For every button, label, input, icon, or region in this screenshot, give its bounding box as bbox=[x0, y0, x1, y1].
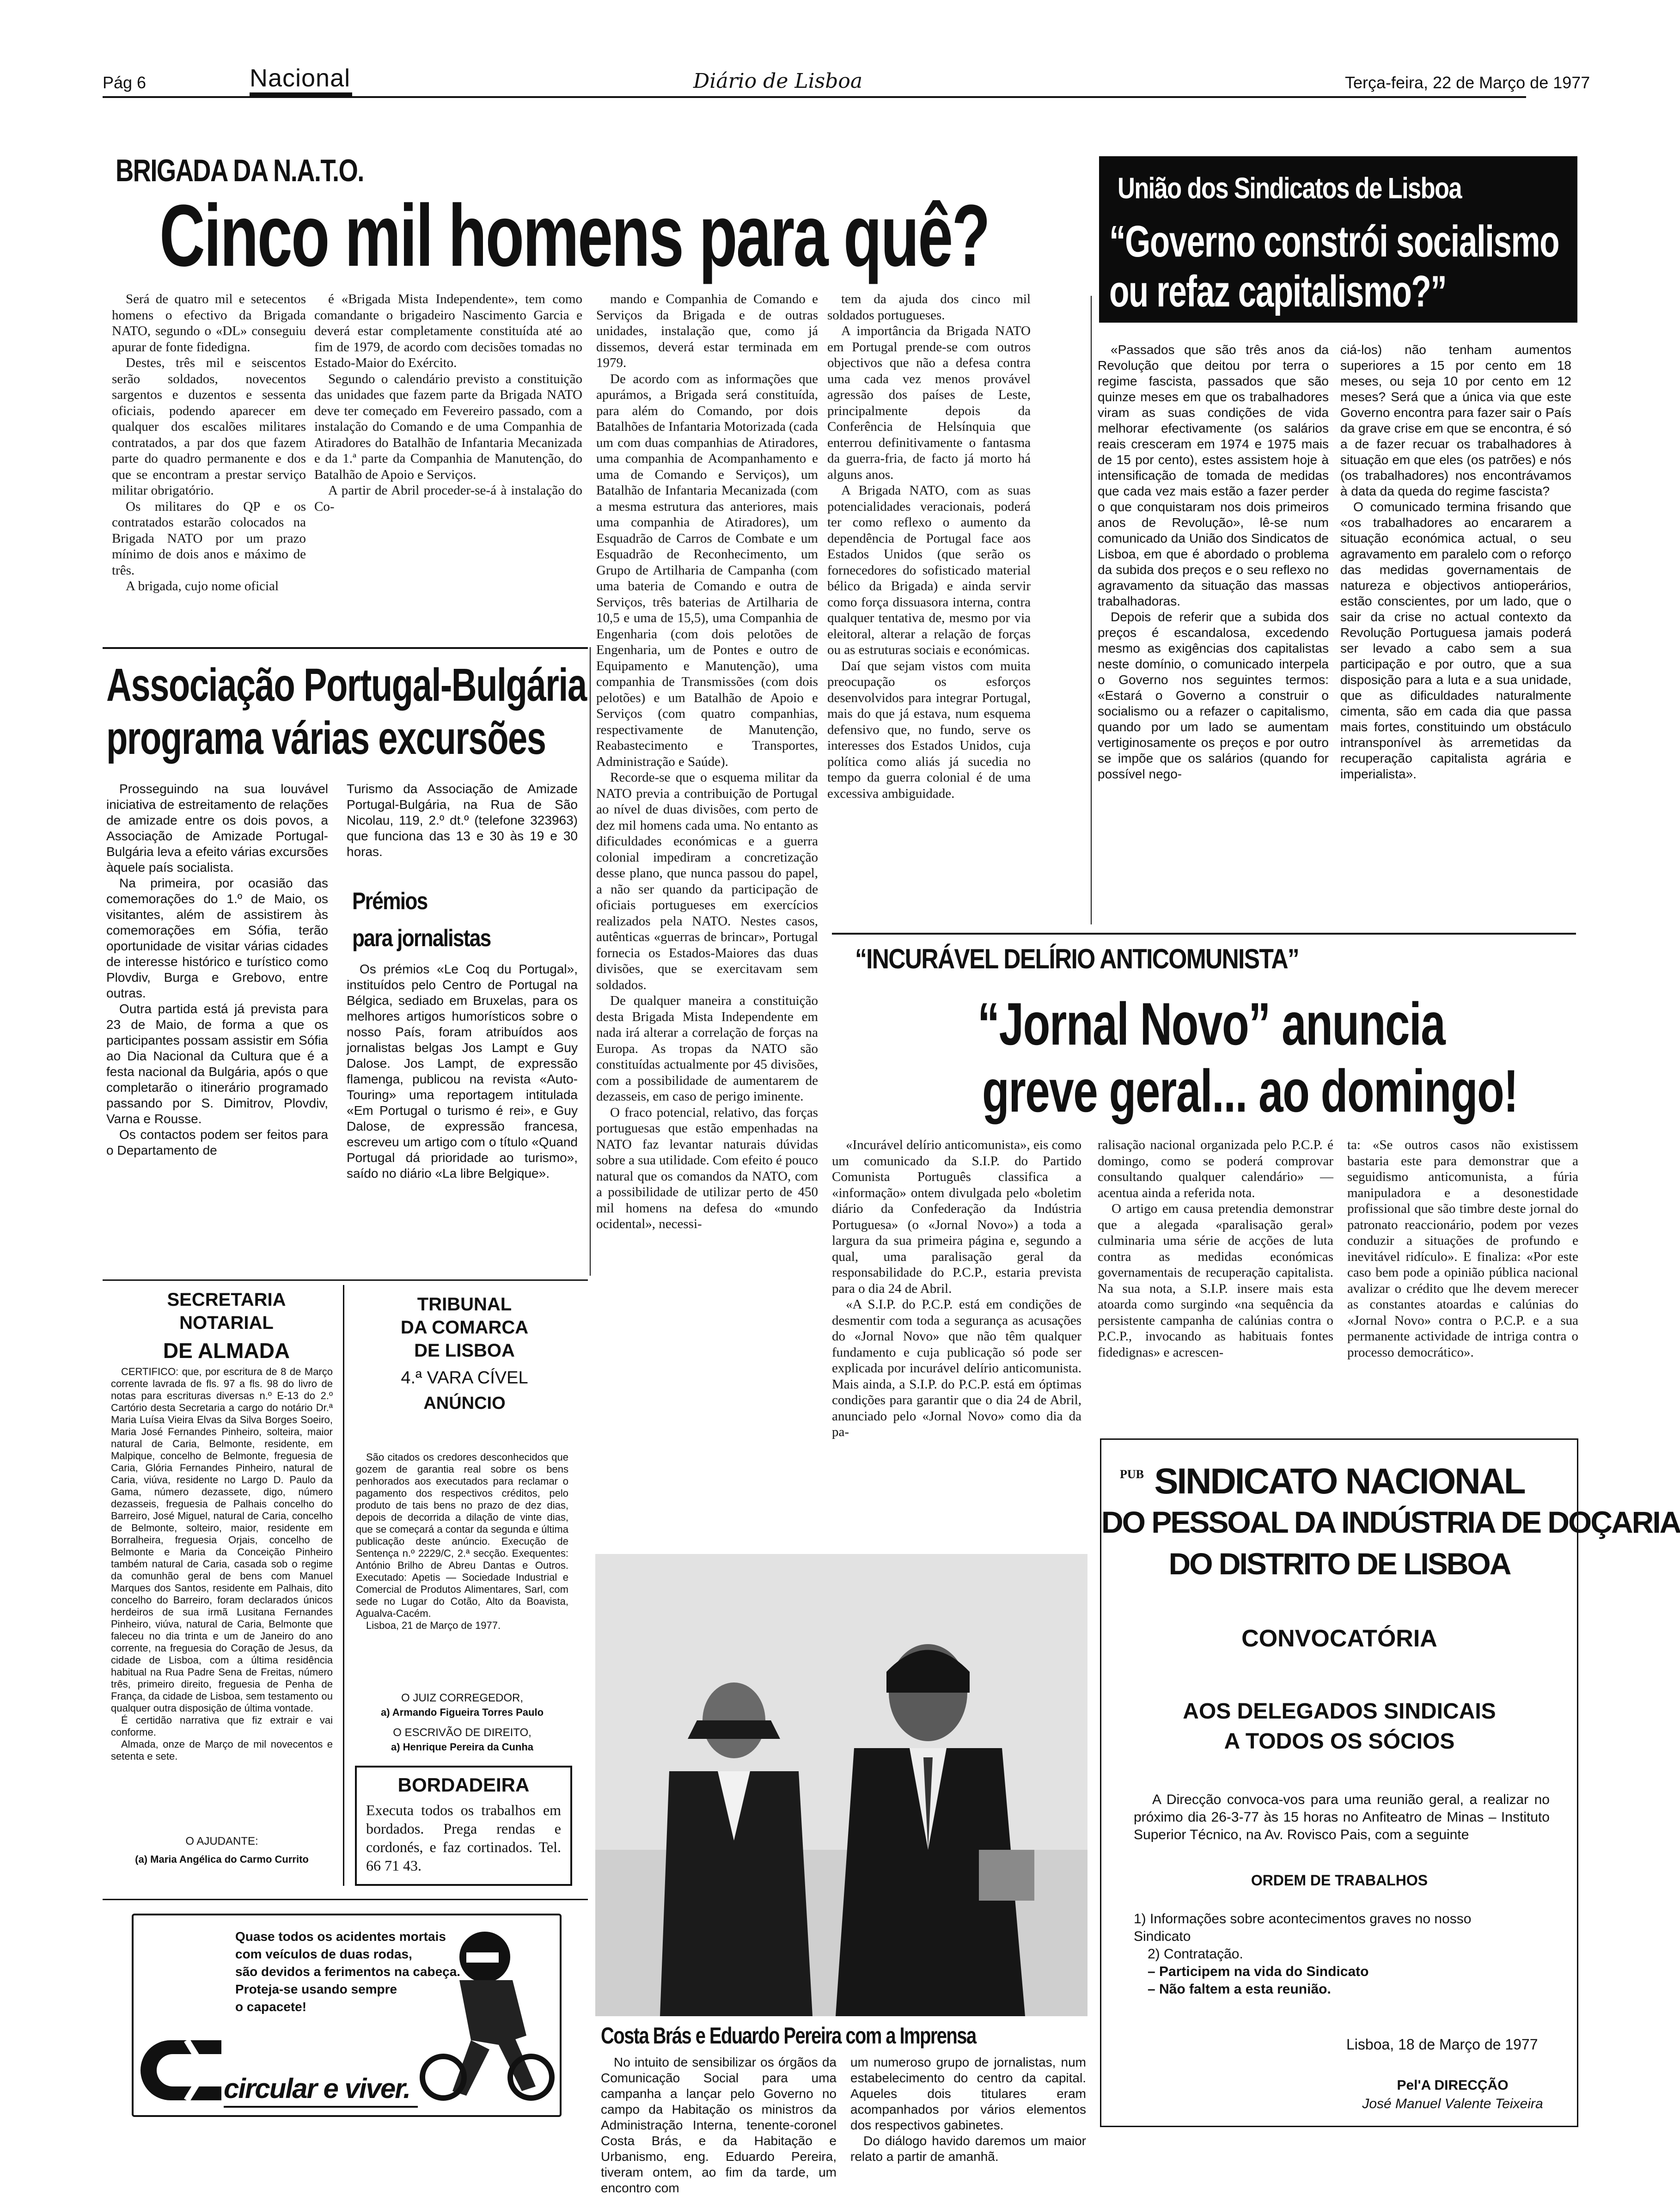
col-rule-right bbox=[1091, 296, 1092, 924]
bulgaria-col-1: Prosseguindo na sua louvável iniciativa de estreitamento de relações de amizade entre os dois povos, a Associação de Amizade Portugal-Bulgária leva a efeito várias excursões àquele país socialista. Na primeira, por ocasião das comemorações do 1.º de Maio, os visitantes, além de assistirem às comemorações em Sófia, terão oportunidade de visitar várias cidades de interesse histórico e turístico como Plovdiv, Burga e Grebovo, entre outras. Outra partida está já prevista para 23 de Maio, de forma a que os participantes possam assistir em Sófia ao Dia Nacional da Cultura que é a festa nacional da Bulgária, após o que completarão o itinerário programado passando por S. Dimitrov, Plovdiv, Varna e Rousse. Os contactos podem ser feitos para o Departamento de bbox=[106, 782, 328, 1157]
docaria-body: A Direcção convoca-vos para uma reunião geral, a realizar no próximo dia 26-3-77 às 15 horas no Anfiteatro de Minas – Instituto Superior Técnico, na Av. Rovisco Pais, com a seguinte bbox=[1134, 1792, 1550, 1842]
legal-top-rule bbox=[103, 1279, 588, 1281]
tribunal-title-1: TRIBUNAL bbox=[417, 1294, 512, 1315]
issue-date: Terça-feira, 22 de Março de 1977 bbox=[1345, 73, 1590, 92]
bulgaria-headline-2: programa várias excursões bbox=[106, 712, 546, 764]
nato-col-4: tem da ajuda dos cinco mil soldados portugueses. A importância da Brigada NATO em Portugal prende-se com outros objectivos que não a defesa contra uma cada vez menos provável agressão dos países de Leste, principalmente depois da Conferência de Helsínquia que enterrou definitivamente o fantasma da guerra-fria, de facto já morto há alguns anos. A Brigada NATO, com as suas potencialidades veracionais, poderá ter como reflexo o aumento da dependência de Portugal face aos Estados Unidos (que serão os fornecedores do sofisticado material bélico da Brigada) e ainda servir como força dissuasora interna, contra qualquer tentativa de, mesmo por via eleitoral, alterar a relação de forças ou as estruturas sociais e económicas. Daí que sejam vistos com muita preocupação os esforços desenvolvidos para integrar Portugal, mais do que já estava, num esquema defensivo que, no fundo, serve os interesses dos Estados Unidos, cuja política como aliás já sucedia no tempo da guerra colonial é de uma excessiva ambiguidade. bbox=[827, 292, 1031, 801]
secretaria-signer-name: (a) Maria Angélica do Carmo Currito bbox=[135, 1853, 309, 1865]
col-rule-left bbox=[590, 647, 591, 1276]
circular-logo-icon bbox=[143, 2031, 226, 2110]
bulgaria-headline-1: Associação Portugal-Bulgária bbox=[106, 659, 586, 711]
docaria-title-1: SINDICATO NACIONAL bbox=[1154, 1461, 1525, 1501]
pub-label: PUB bbox=[1120, 1468, 1144, 1481]
docaria-signer-name: José Manuel Valente Teixeira bbox=[1362, 2096, 1543, 2111]
docaria-signer-title: Pel'A DIRECÇÃO bbox=[1397, 2078, 1509, 2093]
circular-slogan: circular e viver. bbox=[224, 2073, 410, 2104]
masthead: Diário de Lisboa bbox=[693, 69, 863, 93]
docaria-item-3: – Participem na vida do Sindicato bbox=[1148, 1964, 1369, 1979]
secretaria-body: CERTIFICO: que, por escritura de 8 de Março corrente lavrada de fls. 97 a fls. 98 do livro de notas para escrituras diversas n.º E-13 do 2.º Cartório desta Secretaria a cargo do notário Dr.ª Maria Luísa Vieira Elvas da Silva Borges Soeiro, Maria José Fernandes Pinheiro, solteira, maior natural de Caria, Belmonte, residente, em Malpique, concelho de Belmonte, freguesia de Caria, Glória Fernandes Pinheiro, natural de Caria, viúva, residente no Largo D. Paulo da Gama, número dezassete, digo, número dezasseis, freguesia de Palhais concelho do Barreiro, José Miguel, natural de Caria, concelho de Belmonte, solteiro, maior, residente em Borralheira, freguesia Orjais, concelho de Belmonte e Maria da Conceição Pinheiro também natural de Caria, casada sob o regime da comunhão geral de bens com Manuel Marques dos Santos, residente em Palhais, dito concelho do Barreiro, foram declarados únicos herdeiros de sua irmã Lusitana Fernandes Pinheiro, viúva, natural de Caria, Belmonte que faleceu no dia trinta e um de Janeiro do ano corrente, na freguesia do Coração de Jesus, da cidade de Lisboa, com a última residência habitual na Rua Padre Sena de Freitas, número três, primeiro direito, freguesia de Penha de França, da cidade de Lisboa, sem testamento ou qualquer outra disposição de última vontade. É certidão narrativa que fiz extrair e vai conforme. Almada, onze de Março de mil novecentos e setenta e sete. bbox=[111, 1366, 333, 1762]
circular-text-1: Quase todos os acidentes mortais bbox=[235, 1929, 446, 1944]
secretaria-signer-title: O AJUDANTE: bbox=[185, 1835, 258, 1847]
jornalnovo-headline-2: greve geral... ao domingo! bbox=[982, 1057, 1518, 1125]
jornalnovo-col-2: ralisação nacional organizada pelo P.C.P. é domingo, como se poderá comprovar consultando qualquer calendário» — acentua ainda a referida nota. O artigo em causa pretendia demonstrar que a alegada «paralisação geral» culminaria uma série de acções de luta contra as medidas económicas governamentais de recuperação capitalista. Na sua nota, a S.I.P. insere mais esta atoarda como surgindo «na sequência da persistente campanha de calúnias contra o P.C.P., invocando as habituais fontes fidedignas» e acrescen- bbox=[1098, 1138, 1333, 1360]
circular-text-3: são devidos a ferimentos na cabeça. bbox=[235, 1964, 461, 1979]
sindicatos-kicker: União dos Sindicatos de Lisboa bbox=[1118, 171, 1461, 205]
jornalnovo-headline-1: “Jornal Novo” anuncia bbox=[977, 990, 1445, 1058]
sindicatos-headline-1: “Governo constrói socialismo bbox=[1109, 217, 1559, 266]
tribunal-body: São citados os credores desconhecidos que gozem de garantia real sobre os bens penhorados aos executados para reclamar o pagamento dos respectivos créditos, pelo produto de tais bens no prazo de dez dias, depois de decorrida a dilação de vinte dias, que se começará a contar da segunda e última publicação deste anúncio. Execução de Sentença n.º 2229/C, 2.ª secção. Exequentes: António Brilho de Abreu Dantas e Outros. Executado: Apetis — Sociedade Industrial e Comercial de Produtos Alimentares, Sarl, com sede no Lugar do Cotão, Alto da Boavista, Agualva-Cacém. Lisboa, 21 de Março de 1977. bbox=[356, 1451, 568, 1631]
docaria-ad-box bbox=[1100, 1438, 1680, 2127]
tribunal-clerk-name: a) Henrique Pereira da Cunha bbox=[391, 1741, 534, 1753]
photo-caption: Costa Brás e Eduardo Pereira com a Imprensa bbox=[601, 2023, 976, 2049]
photo-col-2: um numeroso grupo de jornalistas, num estabelecimento do centro da capital. Aqueles dois titulares eram acompanhados por vários elementos dos respectivos gabinetes. Do diálogo havido daremos um maior relato a partir de amanhã. bbox=[850, 2055, 1086, 2164]
bordadeira-title: BORDADEIRA bbox=[397, 1774, 530, 1796]
secretaria-title-2: NOTARIAL bbox=[179, 1313, 274, 1333]
circular-text-5: o capacete! bbox=[235, 2000, 307, 2014]
sindicatos-headline-box bbox=[1099, 156, 1577, 323]
jornalnovo-kicker: “INCURÁVEL DELÍRIO ANTICOMUNISTA” bbox=[855, 943, 1299, 974]
bulgaria-top-rule bbox=[103, 647, 588, 649]
nato-kicker: BRIGADA DA N.A.T.O. bbox=[116, 153, 364, 188]
premios-body: Os prémios «Le Coq du Portugal», instituídos pelo Centro de Portugal na Bélgica, sediado em Bruxelas, para os melhores artigos humorísticos sobre o nosso País, foram atribuídos aos jornalistas belgas Jos Lampt e Guy Dalose. Jos Lampt, de expressão flamenga, publicou na revista «Auto-Touring» uma reportagem intitulada «Em Portugal o turismo é rei», e Guy Dalose, de expressão francesa, escreveu um artigo com o título «Quand Portugal dá prioridade ao turismo», saído no diário «La libre Belgique». bbox=[347, 962, 578, 1181]
motorcyclist-icon bbox=[415, 1925, 554, 2110]
docaria-date: Lisboa, 18 de Março de 1977 bbox=[1346, 2036, 1538, 2053]
tribunal-vara: 4.ª VARA CÍVEL bbox=[401, 1368, 528, 1388]
photo-figures bbox=[595, 1554, 1087, 2016]
secretaria-title-1: SECRETARIA bbox=[167, 1290, 286, 1310]
nato-col-1: Será de quatro mil e setecentos homens o efectivo da Brigada NATO, segundo o «DL» conseguiu apurar de fonte fidedigna. Destes, três mil e seiscentos serão soldados, novecentos sargentos e duzentos e sessenta oficiais, podendo aparecer em qualquer dos escalões militares contratados, a par dos que fazem parte do quadro permanente e dos que se encontram a prestar serviço militar obrigatório. Os militares do QP e os contratados estarão colocados na Brigada NATO por um prazo mínimo de dois anos e máximo de três. A brigada, cujo nome oficial bbox=[112, 292, 306, 593]
tribunal-judge-title: O JUIZ CORREGEDOR, bbox=[401, 1692, 523, 1704]
ad-top-rule bbox=[103, 1899, 588, 1900]
page-number: Pág 6 bbox=[103, 73, 147, 92]
sindicatos-headline-2: ou refaz capitalismo?” bbox=[1109, 267, 1447, 316]
section-underline bbox=[250, 92, 352, 97]
sindicatos-col-2: ciá-los) não tenham aumentos superiores a 15 por cento em 18 meses, ou seja 10 por cento em 12 meses? Será que a única via que este Governo encontra para fazer sair o País da grave crise em que se encontra, é só a de fazer recuar os trabalhadores à situação em que eles (os patrões) e nós (os trabalhadores) nos encontrávamos à data da queda do regime fascista? O comunicado termina frisando que «os trabalhadores ao encararem a situação económica actual, o seu agravamento em paralelo com o reforço das medidas governamentais de natureza e objectivos antioperários, estão conscientes, por um lado, que o sair da crise no actual contexto da Revolução Portuguesa jamais poderá ser levado a cabo sem a sua participação e por outro, que a sua disposição para a luta e a sua unidade, que as dificuldades naturalmente cimenta, são em cada dia que passa mais fortes, constituindo um obstáculo intransponível às arremetidas da recuperação capitalista agrária e imperialista». bbox=[1340, 343, 1571, 781]
slogan-underline bbox=[224, 2106, 418, 2108]
nato-col-3: mando e Companhia de Comando e Serviços da Brigada e de outras unidades, instalação que, como já dissemos, deverá estar terminada em 1979. De acordo com as informações que apurámos, a Brigada será constituída, para além do Comando, por dois Batalhões de Infantaria Motorizada (cada um com duas companhias de Atiradores, uma companhia de Acompanhamento e uma de Comando e Serviços), um Batalhão de Infantaria Mecanizada (com a mesma estrutura das anteriores, mais uma companhia de Atiradores), um Esquadrão de Carros de Combate e um Esquadrão de Reconhecimento, um Grupo de Artilharia de Campanha (com uma bateria de Comando e outra de Serviços, três baterias de Artilharia de 10,5 e uma de 15,5), uma Companhia de Engenharia (com dois pelotões de Engenharia, um de Pontes e outro de Equipamento e Manutenção), uma companhia de Transmissões (com dois pelotões) e um Batalhão de Apoio e Serviços (com quatro companhias, respectivamente de Manutenção, Reabastecimento e Transportes, Administração e Saúde). Recorde-se que o esquema militar da NATO previa a contribuição de Portugal ao nível de duas divisões, com perto de dez mil homens cada uma. No entanto as dificuldades económicas e a guerra colonial impediram a concretização desse plano, que nunca passou do papel, a não ser quando da participação de oficiais portugueses em exercícios realizados pela NATO. Nestes casos, autênticas «guerras de brincar», Portugal fornecia os Estados-Maiores das duas divisões, que se exercitavam sem soldados. De qualquer maneira a constituição desta Brigada Mista Independente em nada irá alterar a correlação de forças na Europa. As tropas da NATO são constituídas actualmente por 45 divisões, com a possibilidade de aumentarem de dezasseis, em caso de perigo iminente. O fraco potencial, relativo, das forças portuguesas que estão empenhadas na NATO faz levantar naturais dúvidas sobre a sua utilidade. Com efeito é pouco natural que os comandos da NATO, com a possibilidade de utilizar perto de 450 mil homens na defesa do «mundo ocidental», necessi- bbox=[596, 292, 818, 1231]
docaria-item-1a: 1) Informações sobre acontecimentos graves no nosso bbox=[1134, 1911, 1472, 1927]
tribunal-judge-name: a) Armando Figueira Torres Paulo bbox=[380, 1707, 544, 1718]
tribunal-title-2: DA COMARCA bbox=[400, 1317, 529, 1338]
docaria-sub-1: AOS DELEGADOS SINDICAIS bbox=[1183, 1699, 1496, 1724]
circular-text-2: com veículos de duas rodas, bbox=[235, 1947, 412, 1961]
circular-ad-box bbox=[132, 1914, 562, 2117]
jornalnovo-top-rule bbox=[832, 933, 1576, 935]
circular-text-4: Proteja-se usando sempre bbox=[235, 1982, 397, 1996]
section-name: Nacional bbox=[250, 64, 351, 92]
bordadeira-box bbox=[355, 1766, 572, 1886]
tribunal-title-3: DE LISBOA bbox=[414, 1340, 515, 1361]
docaria-convocatoria: CONVOCATÓRIA bbox=[1241, 1625, 1437, 1652]
premios-title-1: Prémios bbox=[352, 888, 428, 915]
bulgaria-col-2: Turismo da Associação de Amizade Portugal-Bulgária, na Rua de São Nicolau, 119, 2.º dt.º (telefone 323963) que funciona das 13 e 30 às 19 e 30 horas. bbox=[347, 782, 578, 859]
nato-col-2: é «Brigada Mista Independente», tem como comandante o brigadeiro Nascimento Garcia e deverá estar completamente constituída até ao fim de 1979, de acordo com decisões tomadas no Estado-Maior do Exército. Segundo o calendário previsto a constituição das unidades que fazem parte da Brigada NATO deve ter começado em Fevereiro passado, com a instalação do Comando e de uma Companhia de Atiradores do Batalhão de Infantaria Mecanizada e da 1.ª parte da Companhia de Manutenção, do Batalhão de Apoio e Serviços. A partir de Abril proceder-se-á à instalação do Co- bbox=[314, 292, 582, 514]
docaria-item-1b: Sindicato bbox=[1134, 1929, 1191, 1944]
docaria-item-4: – Não faltem a esta reunião. bbox=[1148, 1982, 1331, 1997]
docaria-ordem: ORDEM DE TRABALHOS bbox=[1251, 1872, 1428, 1889]
docaria-title-2: DO PESSOAL DA INDÚSTRIA DE DOÇARIA bbox=[1101, 1505, 1680, 1539]
secretaria-title-3: DE ALMADA bbox=[163, 1339, 290, 1363]
bordadeira-body: Executa todos os trabalhos em bordados. Prega rendas e cordonés, e faz cortinados. Tel. 66 71 43. bbox=[366, 1802, 561, 1874]
sindicatos-col-1: «Passados que são três anos da Revolução que deitou por terra o regime fascista, passados que são quinze meses em que os trabalhadores viram as suas condições de vida melhorar efectivamente (os salários reais cresceram em 1974 e 1975 mais de 15 por cento), estes assistem hoje à intensificação de tomada de medidas que cada vez mais estão a fazer perder o que conquistaram nos dois primeiros anos de Revolução», lê-se num comunicado da União dos Sindicatos de Lisboa, em que é abordado o problema da subida dos preços e o seu reflexo no agravamento da situação das massas trabalhadoras. Depois de referir que a subida dos preços é escandalosa, excedendo mesmo as exigências dos capitalistas neste domínio, o comunicado interpela o Governo nos seguintes termos: «Estará o Governo a construir o socialismo ou a refazer o capitalismo, quando por um lado se aumentam vertiginosamente os preços e por outro se impõe que os salários (quando for possível nego- bbox=[1098, 343, 1329, 781]
jornalnovo-col-3: ta: «Se outros casos não existissem bastaria este para demonstrar que a seguidismo anticomunista, a fúria manipuladora e a desonestidade profissional que são timbre deste jornal do patronato reaccionário, podem por vezes conduzir a situações de profundo e inevitável ridículo». E finaliza: «Por este caso bem pode a opinião pública nacional avalizar o crédito que lhe devem merecer as constantes atoardas e calúnias do «Jornal Novo» contra o P.C.P. e a sua permanente actividade de intriga contra o processo democrático». bbox=[1347, 1138, 1578, 1360]
legal-divider bbox=[343, 1285, 344, 1886]
tribunal-clerk-title: O ESCRIVÃO DE DIREITO, bbox=[393, 1726, 531, 1739]
docaria-sub-2: A TODOS OS SÓCIOS bbox=[1224, 1729, 1455, 1754]
docaria-title-3: DO DISTRITO DE LISBOA bbox=[1168, 1547, 1510, 1581]
photo-col-1: No intuito de sensibilizar os órgãos da Comunicação Social para uma campanha a lançar pelo Governo no campo da Habitação os ministros da Administração Interna, tenente-coronel Costa Brás, e da Habitação e Urbanismo, eng. Eduardo Pereira, tiveram ontem, ao fim da tarde, um encontro com bbox=[601, 2055, 837, 2195]
docaria-item-2: 2) Contratação. bbox=[1148, 1946, 1243, 1962]
tribunal-anuncio: ANÚNCIO bbox=[423, 1394, 506, 1413]
ministers-photo bbox=[595, 1554, 1087, 2016]
jornalnovo-col-1: «Incurável delírio anticomunista», eis como um comunicado da S.I.P. do Partido Comunista Português classifica a «informação» ontem divulgada pelo «boletim diário da Confederação da Indústria Portuguesa» (o «Jornal Novo») a toda a largura da sua primeira página e, segundo a qual, uma paralisação geral da responsabilidade do P.C.P., estaria prevista para o dia 24 de Abril. «A S.I.P. do P.C.P. está em condições de desmentir com toda a segurança as acusações do «Jornal Novo» que não têm qualquer fundamento e cuja publicação só pode ser explicada por incurável delírio anticomunista. Mais ainda, a S.I.P. do P.C.P. está em óptimas condições para garantir que o dia 24 de Abril, anunciado pelo «Jornal Novo» como dia da pa- bbox=[832, 1138, 1081, 1439]
premios-title-2: para jornalistas bbox=[352, 925, 491, 952]
nato-headline: Cinco mil homens para quê? bbox=[159, 187, 990, 285]
